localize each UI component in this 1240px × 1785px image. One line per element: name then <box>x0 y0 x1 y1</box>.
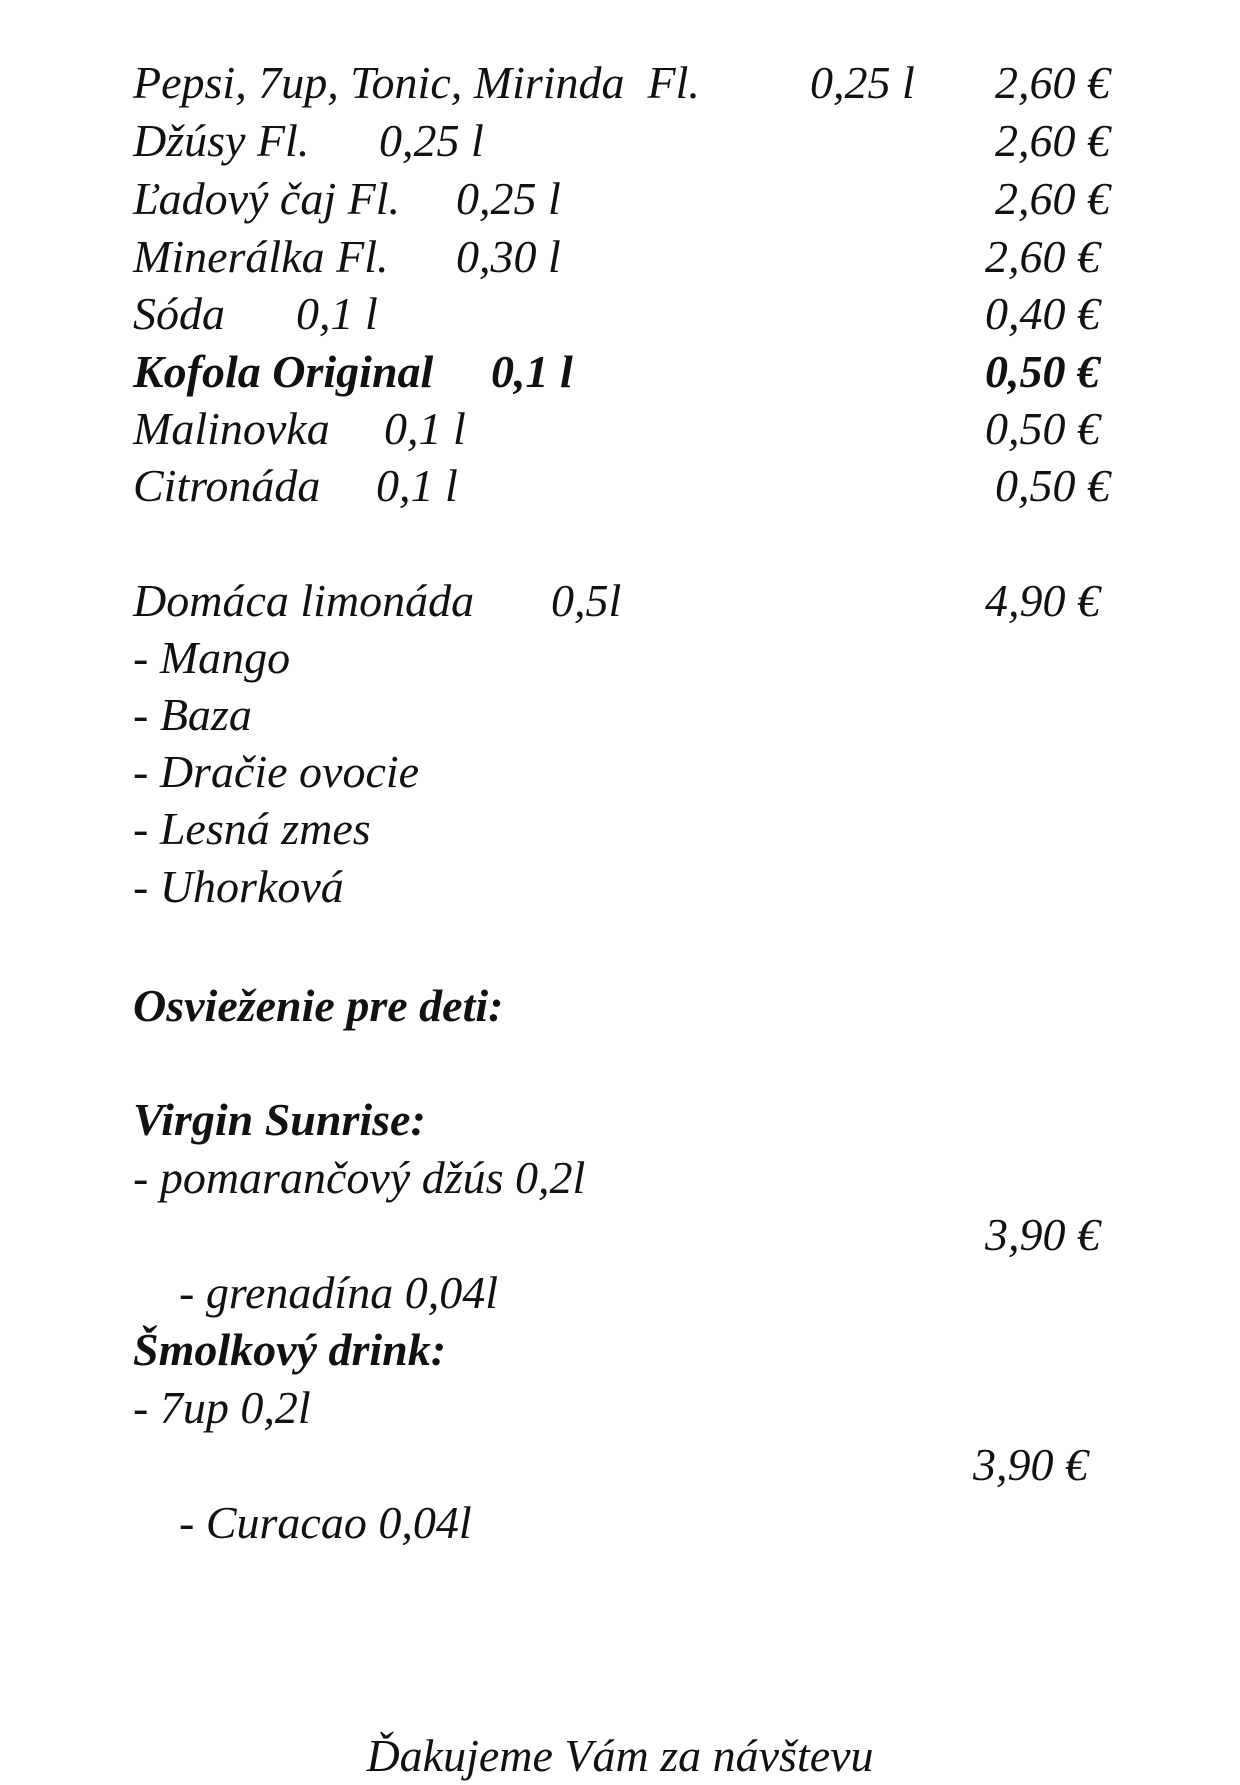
drink-price: 2,60 € <box>995 173 1110 224</box>
flavor-item: - Lesná zmes <box>133 803 371 854</box>
drink-name: Sóda <box>133 288 225 339</box>
flavor-item: - Mango <box>133 632 291 683</box>
ingredient-item: - 7up 0,2l <box>133 1382 311 1433</box>
drink-row <box>133 54 1133 112</box>
lemonade-row <box>133 572 1133 630</box>
drink-row <box>133 112 1133 170</box>
flavor-item: - Dračie ovocie <box>133 746 420 797</box>
ingredient-item: - Curacao 0,04l <box>179 1497 472 1548</box>
drink-volume: 0,25 l <box>810 57 915 108</box>
drink-volume: 0,25 l <box>456 173 561 224</box>
flavor-item: - Uhorková <box>133 861 344 912</box>
drink-name: Kofola Original <box>133 346 434 397</box>
virgin-sunrise-title: Virgin Sunrise: <box>133 1094 426 1145</box>
drink-price: 0,50 € <box>995 460 1110 511</box>
drink-price: 0,40 € <box>985 288 1100 339</box>
drink-price: 2,60 € <box>985 231 1100 282</box>
drink-row <box>133 400 1133 458</box>
drink-row <box>133 343 1133 401</box>
drink-name: Citronáda <box>133 460 321 511</box>
ingredient-item: - grenadína 0,04l <box>179 1267 498 1318</box>
drink-row <box>133 285 1133 343</box>
drink-price: 2,60 € <box>995 115 1110 166</box>
drink-row <box>133 170 1133 228</box>
kids-heading: Osvieženie pre deti: <box>133 980 504 1031</box>
flavor-item: - Baza <box>133 689 252 740</box>
lemonade-name: Domáca limonáda <box>133 575 475 626</box>
drink-price: 0,50 € <box>985 346 1100 397</box>
drink-price: 2,60 € <box>995 57 1110 108</box>
thank-you-footer: Ďakujeme Vám za návštevu <box>366 1730 874 1781</box>
drink-name: Ľadový čaj Fl. <box>133 173 400 224</box>
drink-row <box>133 457 1133 515</box>
drink-price: 0,50 € <box>985 403 1100 454</box>
drink-name: Minerálka Fl. <box>133 231 389 282</box>
drink-volume: 0,30 l <box>456 231 561 282</box>
smolkovy-drink-title: Šmolkový drink: <box>133 1324 447 1375</box>
ingredient-row <box>133 1436 1133 1668</box>
lemonade-price: 4,90 € <box>985 575 1100 626</box>
ingredient-item: - pomarančový džús 0,2l <box>133 1152 586 1203</box>
drink-volume: 0,25 l <box>379 115 484 166</box>
drink-name: Pepsi, 7up, Tonic, Mirinda Fl. <box>133 57 700 108</box>
drink-volume: 0,1 l <box>296 288 378 339</box>
drink-volume: 0,1 l <box>376 460 458 511</box>
drink-name: Džúsy Fl. <box>133 115 310 166</box>
lemonade-volume: 0,5l <box>551 575 622 626</box>
smolkovy-drink-price: 3,90 € <box>973 1439 1088 1490</box>
drink-volume: 0,1 l <box>384 403 466 454</box>
drink-row <box>133 228 1133 286</box>
drink-volume: 0,1 l <box>491 346 573 397</box>
virgin-sunrise-price: 3,90 € <box>985 1209 1100 1260</box>
drink-name: Malinovka <box>133 403 330 454</box>
